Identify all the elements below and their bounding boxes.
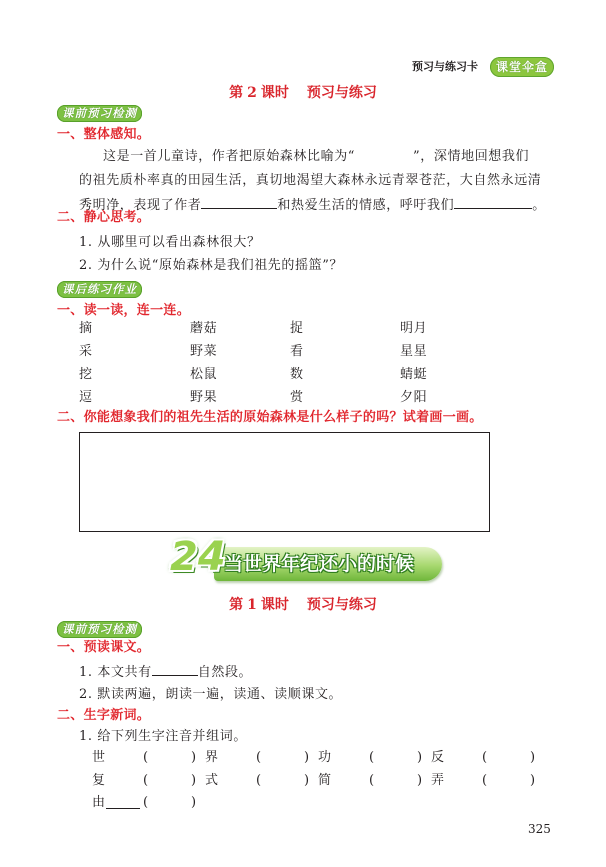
match-row [79, 343, 460, 361]
session-number: 1 [247, 597, 257, 613]
match-word: 挖 [79, 367, 93, 382]
word-cell [318, 749, 431, 767]
fill-blank [454, 196, 532, 209]
paren-close: ) [304, 750, 310, 765]
item-text: 本文共有 [97, 665, 152, 680]
match-row [79, 366, 460, 384]
word-cell [318, 772, 431, 790]
match-word: 蘑菇 [190, 321, 218, 336]
item-text: 从哪里可以看出森林很大？ [97, 235, 261, 250]
word-char: 世 [92, 750, 106, 765]
section-heading: 二、静心思考。 [57, 210, 151, 225]
match-word: 松鼠 [190, 367, 218, 382]
paragraph-text: ”，深情地回想我们 [413, 149, 530, 164]
paren-close: ) [191, 750, 197, 765]
word-char: 功 [318, 750, 332, 765]
word-char: 由 [92, 795, 106, 810]
match-row [79, 320, 460, 338]
paren-close: ) [304, 773, 310, 788]
card-label: 预习与练习卡 [412, 60, 478, 73]
match-word: 星星 [400, 344, 428, 359]
word-cell [92, 794, 205, 812]
paren-close: ) [417, 750, 423, 765]
paragraph-text: 。 [532, 198, 546, 213]
section-heading: 二、你能想象我们的祖先生活的原始森林是什么样子的吗？试着画一画。 [57, 410, 483, 425]
section-heading: 二、生字新词。 [57, 708, 151, 723]
match-word: 看 [290, 344, 304, 359]
paragraph-text: 和热爱生活的情感，呼吁我们 [277, 198, 455, 213]
paragraph-text: 秀明净，表现了作者 [79, 198, 202, 213]
session-suffix: 课时 [260, 85, 289, 101]
paren-open: ( [482, 773, 488, 788]
page-number: 325 [528, 822, 551, 836]
question-item [79, 234, 261, 252]
paren-open: ( [143, 750, 149, 765]
word-char: 弄 [431, 773, 445, 788]
drawing-area [79, 432, 490, 532]
session-name: 预习与练习 [306, 597, 377, 613]
paren-close: ) [191, 773, 197, 788]
lesson-title: 当世界年纪还小的时候 [224, 553, 415, 575]
fill-blank [106, 796, 140, 809]
word-row [92, 749, 544, 767]
paragraph-text: 这是一首儿童诗，作者把原始森林比喻为“ [103, 149, 356, 164]
after-class-badge: 课后练习作业 [57, 281, 142, 298]
fill-blank [152, 663, 198, 676]
item-text: 给下列生字注音并组词。 [97, 729, 247, 744]
paren-open: ( [256, 750, 262, 765]
session-prefix: 第 [229, 597, 244, 613]
item-number: 1. [79, 729, 93, 744]
item-text: 默读两遍，朗读一遍，读通、读顺课文。 [97, 687, 343, 702]
session-title [0, 84, 606, 102]
question-item [79, 663, 252, 682]
item-number: 1. [79, 665, 93, 680]
word-cell [92, 749, 205, 767]
word-row [92, 794, 544, 812]
paren-open: ( [256, 773, 262, 788]
paren-close: ) [530, 750, 536, 765]
word-cell [205, 749, 318, 767]
word-char: 复 [92, 773, 106, 788]
series-badge: 课堂伞盒 [490, 57, 554, 77]
fill-blank [201, 196, 277, 209]
match-word: 蜻蜓 [400, 367, 428, 382]
word-char: 界 [205, 750, 219, 765]
pre-class-badge: 课前预习检测 [57, 621, 142, 638]
paren-open: ( [143, 795, 149, 810]
word-cell [431, 749, 544, 767]
match-word: 捉 [290, 321, 304, 336]
paren-close: ) [191, 795, 197, 810]
word-cell [92, 772, 205, 790]
match-word: 夕阳 [400, 390, 428, 405]
paren-close: ) [530, 773, 536, 788]
word-cell [205, 772, 318, 790]
match-word: 采 [79, 344, 93, 359]
paren-open: ( [143, 773, 149, 788]
word-char: 简 [318, 773, 332, 788]
match-word: 赏 [290, 390, 304, 405]
lesson-number: 24 [170, 534, 226, 580]
item-text: 自然段。 [197, 665, 253, 680]
paren-open: ( [369, 773, 375, 788]
session-prefix: 第 [229, 85, 244, 101]
item-number: 2. [79, 687, 93, 702]
section-heading: 一、整体感知。 [57, 127, 151, 142]
match-word: 野菜 [190, 344, 218, 359]
pre-class-badge: 课前预习检测 [57, 105, 142, 122]
paren-close: ) [417, 773, 423, 788]
question-item [79, 728, 247, 746]
item-number: 2. [79, 258, 93, 273]
match-word: 数 [290, 367, 304, 382]
word-cell [431, 772, 544, 790]
session-name: 预习与练习 [306, 85, 377, 101]
match-word: 逗 [79, 390, 93, 405]
item-number: 1. [79, 235, 93, 250]
match-word: 野果 [190, 390, 218, 405]
question-item [79, 686, 342, 704]
paren-open: ( [369, 750, 375, 765]
word-char: 反 [431, 750, 445, 765]
match-row [79, 389, 460, 407]
paragraph-line: 的祖先质朴率真的田园生活，真切地渴望大森林永远青翠苍茫，大自然永远清 [79, 173, 542, 188]
session-suffix: 课时 [260, 597, 289, 613]
lesson-title-ribbon [214, 547, 442, 581]
item-text: 为什么说“原始森林是我们祖先的摇篮”？ [97, 258, 344, 273]
section-heading: 一、预读课文。 [57, 640, 151, 655]
section-heading: 一、读一读，连一连。 [57, 303, 191, 318]
paren-open: ( [482, 750, 488, 765]
match-word: 摘 [79, 321, 93, 336]
paragraph-line [103, 148, 529, 166]
question-item [79, 257, 343, 275]
session-number: 2 [247, 85, 257, 101]
word-row [92, 772, 544, 790]
session-title [0, 596, 606, 614]
word-char: 式 [205, 773, 219, 788]
match-word: 明月 [400, 321, 428, 336]
